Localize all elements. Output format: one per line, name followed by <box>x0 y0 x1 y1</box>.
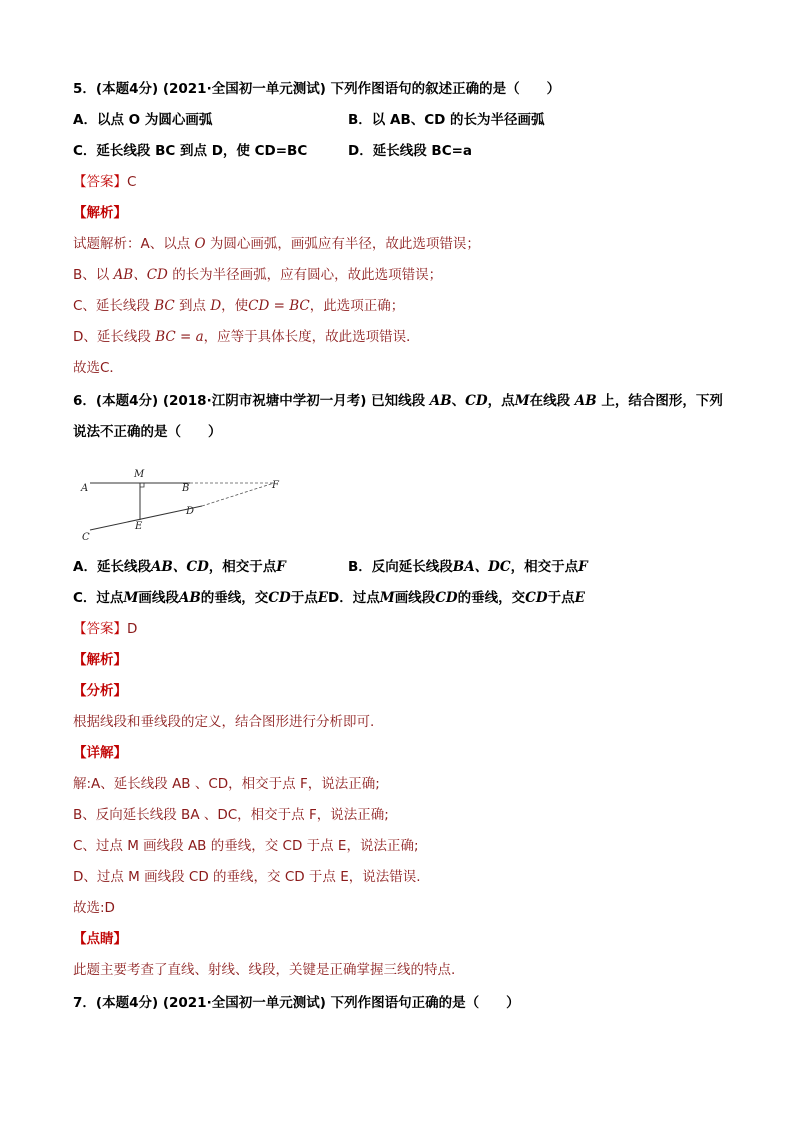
q5-analysis-line-4: D、延长线段 BC = a，应等于具体长度，故此选项错误． <box>73 329 420 345</box>
label-e: E <box>135 521 143 532</box>
label-f: F <box>272 480 279 491</box>
q5-analysis-line-3: C、延长线段 BC 到点 D，使CD = BC，此选项正确； <box>73 298 405 314</box>
q6-dianjing-tag: 【点睛】 <box>73 931 127 947</box>
q5-option-a: A．以点 O 为圆心画弧 <box>73 112 213 128</box>
q5-option-c: C．延长线段 BC 到点 D，使 CD=BC <box>73 143 308 159</box>
answer-tag: 【答案】 <box>73 621 127 637</box>
q6-fenxi-text: 根据线段和垂线段的定义，结合图形进行分析即可. <box>73 714 375 730</box>
q6-dianjing-text: 此题主要考查了直线、射线、线段，关键是正确掌握三线的特点. <box>73 962 456 978</box>
answer-value: D <box>127 621 138 637</box>
q5-analysis-line-2: B、以 AB、CD 的长为半径画弧，应有圆心，故此选项错误； <box>73 267 443 283</box>
right-angle-mark <box>140 483 144 487</box>
q7-header: 7．(本题4分) (2021·全国初一单元测试) 下列作图语句正确的是（ ） <box>73 995 520 1011</box>
q6-geometry-figure <box>78 462 298 544</box>
extension-df <box>202 483 274 506</box>
q5-analysis-tag: 【解析】 <box>73 205 127 221</box>
q5-header: 5．(本题4分) (2021·全国初一单元测试) 下列作图语句的叙述正确的是（ ） <box>73 81 561 97</box>
label-d: D <box>186 506 195 517</box>
q6-detail-line-1: 解:A、延长线段 AB 、CD，相交于点 F，说法正确; <box>73 776 380 792</box>
q5-analysis-line-5: 故选C． <box>73 360 123 376</box>
q6-xiangjie-tag: 【详解】 <box>73 745 127 761</box>
q6-option-a: A．延长线段AB、CD，相交于点F <box>73 559 286 575</box>
label-a: A <box>81 483 89 494</box>
q5-analysis-line-1: 试题解析：A、以点 O 为圆心画弧，画弧应有半径，故此选项错误； <box>73 236 480 252</box>
q6-answer <box>73 619 137 639</box>
q5-answer <box>73 172 136 192</box>
q5-option-d: D．延长线段 BC=a <box>348 143 473 159</box>
q6-detail-line-3: C、过点 M 画线段 AB 的垂线，交 CD 于点 E，说法正确; <box>73 838 419 854</box>
answer-tag: 【答案】 <box>73 174 127 190</box>
label-c: C <box>82 532 90 543</box>
q6-detail-line-5: 故选:D <box>73 900 115 916</box>
q6-option-b: B．反向延长线段BA、DC，相交于点F <box>348 559 588 575</box>
q6-option-c-d: C．过点M画线段AB的垂线，交CD于点ED．过点M画线段CD的垂线，交CD于点E <box>73 590 585 606</box>
label-b: B <box>182 483 190 494</box>
q6-analysis-tag: 【解析】 <box>73 652 127 668</box>
q6-detail-line-2: B、反向延长线段 BA 、DC，相交于点 F，说法正确; <box>73 807 389 823</box>
q6-header-line-2: 说法不正确的是（ ） <box>73 424 222 440</box>
q6-fenxi-tag: 【分析】 <box>73 683 127 699</box>
q6-detail-line-4: D、过点 M 画线段 CD 的垂线，交 CD 于点 E，说法错误. <box>73 869 421 885</box>
answer-value: C <box>127 174 137 190</box>
label-m: M <box>134 469 145 480</box>
q5-option-b: B．以 AB、CD 的长为半径画弧 <box>348 112 545 128</box>
q6-header: 6．(本题4分) (2018·江阴市祝塘中学初一月考) 已知线段 AB、CD，点M在线段 AB 上，结合图形，下列 <box>73 393 723 409</box>
